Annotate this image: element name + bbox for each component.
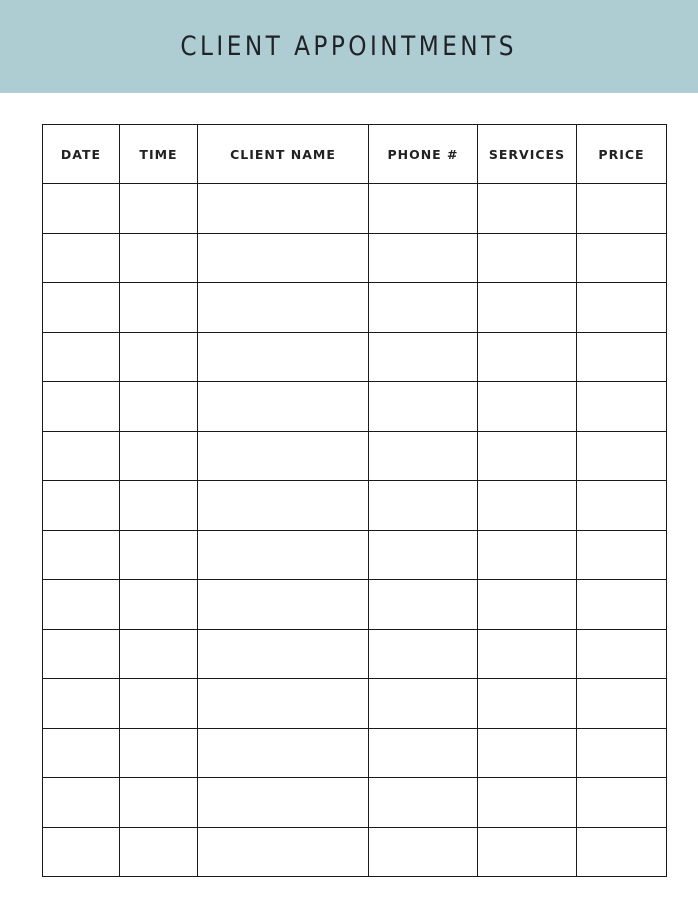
cell-price[interactable] xyxy=(577,431,667,481)
cell-phone[interactable] xyxy=(369,332,478,382)
cell-time[interactable] xyxy=(120,283,198,333)
cell-date[interactable] xyxy=(43,580,120,630)
cell-client-name[interactable] xyxy=(198,778,369,828)
cell-date[interactable] xyxy=(43,332,120,382)
cell-time[interactable] xyxy=(120,728,198,778)
cell-services[interactable] xyxy=(478,679,577,729)
table-row xyxy=(43,629,667,679)
cell-time[interactable] xyxy=(120,580,198,630)
cell-client-name[interactable] xyxy=(198,629,369,679)
cell-time[interactable] xyxy=(120,382,198,432)
table-row xyxy=(43,283,667,333)
column-header-services: SERVICES xyxy=(478,125,577,184)
cell-date[interactable] xyxy=(43,184,120,234)
cell-time[interactable] xyxy=(120,778,198,828)
cell-client-name[interactable] xyxy=(198,382,369,432)
cell-client-name[interactable] xyxy=(198,332,369,382)
cell-client-name[interactable] xyxy=(198,184,369,234)
cell-client-name[interactable] xyxy=(198,233,369,283)
table-row xyxy=(43,184,667,234)
table-row xyxy=(43,827,667,877)
cell-date[interactable] xyxy=(43,233,120,283)
cell-time[interactable] xyxy=(120,827,198,877)
cell-services[interactable] xyxy=(478,431,577,481)
cell-price[interactable] xyxy=(577,481,667,531)
cell-phone[interactable] xyxy=(369,728,478,778)
cell-client-name[interactable] xyxy=(198,431,369,481)
cell-services[interactable] xyxy=(478,629,577,679)
cell-date[interactable] xyxy=(43,728,120,778)
cell-time[interactable] xyxy=(120,530,198,580)
table-header-row xyxy=(43,125,667,184)
cell-price[interactable] xyxy=(577,530,667,580)
table-row xyxy=(43,233,667,283)
cell-date[interactable] xyxy=(43,283,120,333)
cell-client-name[interactable] xyxy=(198,580,369,630)
cell-phone[interactable] xyxy=(369,580,478,630)
table-row xyxy=(43,530,667,580)
cell-client-name[interactable] xyxy=(198,530,369,580)
table-row xyxy=(43,332,667,382)
table-row xyxy=(43,481,667,531)
cell-time[interactable] xyxy=(120,481,198,531)
cell-date[interactable] xyxy=(43,778,120,828)
cell-phone[interactable] xyxy=(369,629,478,679)
cell-price[interactable] xyxy=(577,233,667,283)
cell-time[interactable] xyxy=(120,184,198,234)
cell-phone[interactable] xyxy=(369,431,478,481)
cell-services[interactable] xyxy=(478,481,577,531)
cell-services[interactable] xyxy=(478,382,577,432)
cell-services[interactable] xyxy=(478,827,577,877)
cell-client-name[interactable] xyxy=(198,679,369,729)
cell-time[interactable] xyxy=(120,233,198,283)
page-title: CLIENT APPOINTMENTS xyxy=(180,31,518,62)
cell-time[interactable] xyxy=(120,431,198,481)
cell-date[interactable] xyxy=(43,530,120,580)
table-row xyxy=(43,580,667,630)
table-row xyxy=(43,382,667,432)
cell-price[interactable] xyxy=(577,728,667,778)
cell-phone[interactable] xyxy=(369,283,478,333)
cell-services[interactable] xyxy=(478,728,577,778)
table-row xyxy=(43,679,667,729)
cell-services[interactable] xyxy=(478,580,577,630)
cell-phone[interactable] xyxy=(369,481,478,531)
cell-price[interactable] xyxy=(577,629,667,679)
cell-date[interactable] xyxy=(43,431,120,481)
appointments-table xyxy=(42,124,667,877)
table-row xyxy=(43,431,667,481)
cell-phone[interactable] xyxy=(369,184,478,234)
cell-client-name[interactable] xyxy=(198,481,369,531)
column-header-client-name: CLIENT NAME xyxy=(198,125,369,184)
cell-services[interactable] xyxy=(478,233,577,283)
cell-phone[interactable] xyxy=(369,382,478,432)
header-band xyxy=(0,0,698,93)
column-header-date: DATE xyxy=(43,125,120,184)
cell-time[interactable] xyxy=(120,629,198,679)
cell-time[interactable] xyxy=(120,332,198,382)
cell-phone[interactable] xyxy=(369,233,478,283)
cell-date[interactable] xyxy=(43,382,120,432)
cell-phone[interactable] xyxy=(369,778,478,828)
cell-phone[interactable] xyxy=(369,530,478,580)
cell-services[interactable] xyxy=(478,283,577,333)
column-header-phone: PHONE # xyxy=(369,125,478,184)
cell-services[interactable] xyxy=(478,332,577,382)
cell-phone[interactable] xyxy=(369,827,478,877)
cell-price[interactable] xyxy=(577,382,667,432)
cell-time[interactable] xyxy=(120,679,198,729)
table-body xyxy=(43,184,667,877)
cell-client-name[interactable] xyxy=(198,283,369,333)
cell-price[interactable] xyxy=(577,679,667,729)
table-row xyxy=(43,728,667,778)
cell-services[interactable] xyxy=(478,530,577,580)
column-header-time: TIME xyxy=(120,125,198,184)
cell-price[interactable] xyxy=(577,184,667,234)
cell-price[interactable] xyxy=(577,332,667,382)
cell-services[interactable] xyxy=(478,778,577,828)
cell-price[interactable] xyxy=(577,580,667,630)
cell-price[interactable] xyxy=(577,283,667,333)
cell-date[interactable] xyxy=(43,629,120,679)
cell-price[interactable] xyxy=(577,827,667,877)
cell-date[interactable] xyxy=(43,679,120,729)
table-row xyxy=(43,778,667,828)
cell-phone[interactable] xyxy=(369,679,478,729)
column-header-price: PRICE xyxy=(577,125,667,184)
cell-client-name[interactable] xyxy=(198,728,369,778)
cell-client-name[interactable] xyxy=(198,827,369,877)
cell-price[interactable] xyxy=(577,778,667,828)
cell-services[interactable] xyxy=(478,184,577,234)
cell-date[interactable] xyxy=(43,481,120,531)
cell-date[interactable] xyxy=(43,827,120,877)
